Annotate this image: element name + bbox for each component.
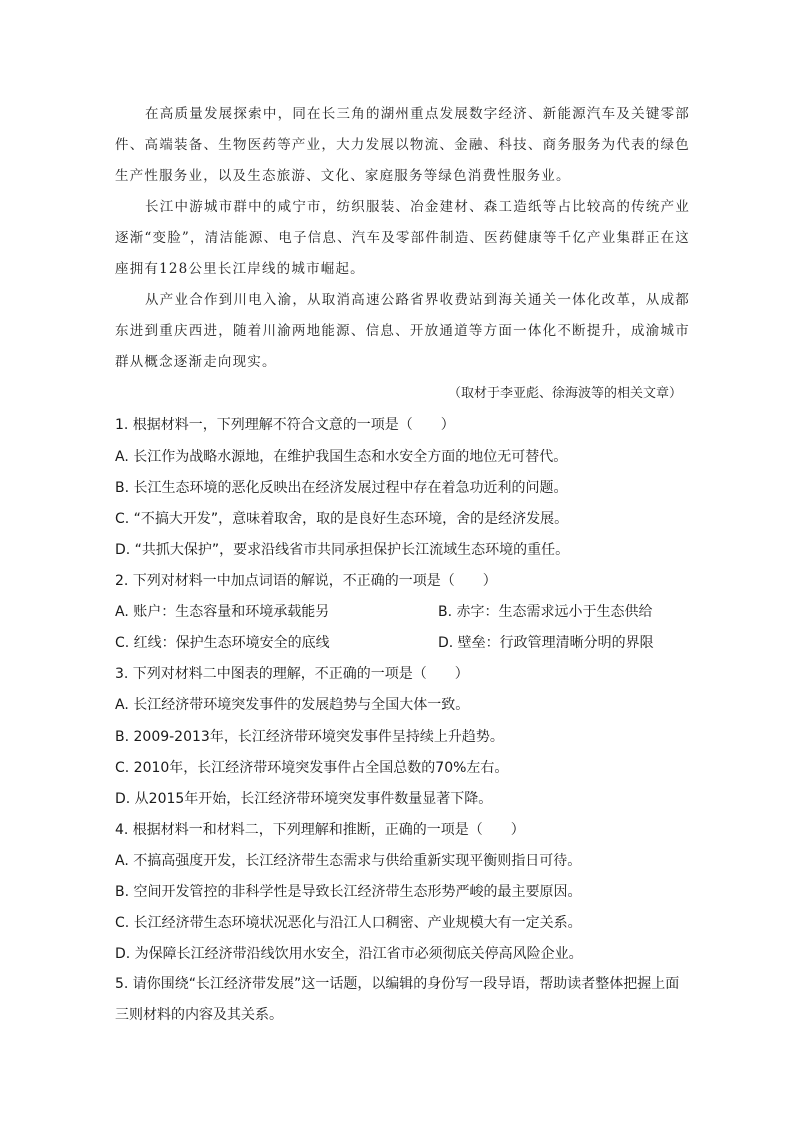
question-4-option-c: C. 长江经济带生态环境状况恶化与沿江人口稠密、产业规模大有一定关系。 xyxy=(115,915,582,931)
question-1-option-d: D. “共抓大保护”，要求沿线省市共同承担保护长江流域生态环境的重任。 xyxy=(115,542,570,558)
question-2-stem: 2. 下列对材料一中加点词语的解说，不正确的一项是（ ） xyxy=(115,573,497,589)
question-2-option-d: D. 壁垒：行政管理清晰分明的界限 xyxy=(438,635,654,651)
question-5-stem: 5. 请你围绕“长江经济带发展”这一话题，以编辑的身份写一段导语，帮助读者整体把握上面三则材料的内容及其关系。 xyxy=(115,976,680,1023)
question-1-option-c: C. “不搞大开发”，意味着取舍，取的是良好生态环境，舍的是经济发展。 xyxy=(115,511,569,527)
passage-paragraph-1 xyxy=(115,99,690,192)
question-4-option-d: D. 为保障长江经济带沿线饮用水安全，沿江省市必须彻底关停高风险企业。 xyxy=(115,946,583,962)
passage-source: （取材于李亚彪、徐海波等的相关文章） xyxy=(447,386,682,401)
passage-paragraph-2 xyxy=(115,192,690,285)
question-3-stem: 3. 下列对材料二中图表的理解，不正确的一项是（ ） xyxy=(115,666,469,682)
question-3-option-c: C. 2010年，长江经济带环境突发事件占全国总数的70%左右。 xyxy=(115,760,509,776)
question-3-option-a: A. 长江经济带环境突发事件的发展趋势与全国大体一致。 xyxy=(115,697,470,713)
question-3-option-b: B. 2009-2013年，长江经济带环境突发事件呈持续上升趋势。 xyxy=(115,729,504,745)
paragraph-text: 从产业合作到川电入渝，从取消高速公路省界收费站到海关通关一体化改革，从成都东进到重庆西进，随着川渝两地能源、信息、开放通道等方面一体化不断提升，成渝城市群从概念逐渐走向现实。 xyxy=(115,292,690,370)
question-2-option-b: B. 赤字：生态需求远小于生态供给 xyxy=(438,604,653,620)
question-1-option-b: B. 长江生态环境的恶化反映出在经济发展过程中存在着急功近利的问题。 xyxy=(115,480,568,496)
question-4-option-b: B. 空间开发管控的非科学性是导致长江经济带生态形势严峻的最主要原因。 xyxy=(115,884,582,900)
question-1-option-a: A. 长江作为战略水源地，在维护我国生态和水安全方面的地位无可替代。 xyxy=(115,449,568,465)
question-3-option-d: D. 从2015年开始，长江经济带环境突发事件数量显著下降。 xyxy=(115,791,493,807)
paragraph-text: 长江中游城市群中的咸宁市，纺织服装、冶金建材、森工造纸等占比较高的传统产业逐渐“变脸”，清洁能源、电子信息、汽车及零部件制造、医药健康等千亿产业集群正在这座拥有128公里长江岸线的城市崛起。 xyxy=(115,199,690,277)
passage-paragraph-3 xyxy=(115,285,690,378)
question-2-option-a: A. 账户：生态容量和环境承载能另 xyxy=(115,604,330,620)
question-4-stem: 4. 根据材料一和材料二，下列理解和推断，正确的一项是（ ） xyxy=(115,822,525,838)
question-4-option-a: A. 不搞高强度开发，长江经济带生态需求与供给重新实现平衡则指日可待。 xyxy=(115,853,582,869)
paragraph-text: 在高质量发展探索中，同在长三角的湖州重点发展数字经济、新能源汽车及关键零部件、高端装备、生物医药等产业，大力发展以物流、金融、科技、商务服务为代表的绿色生产性服务业，以及生态旅游、文化、家庭服务等绿色消费性服务业。 xyxy=(115,106,690,184)
question-2-option-c: C. 红线：保护生态环境安全的底线 xyxy=(115,635,330,651)
question-1-stem: 1. 根据材料一，下列理解不符合文意的一项是（ ） xyxy=(115,417,455,433)
